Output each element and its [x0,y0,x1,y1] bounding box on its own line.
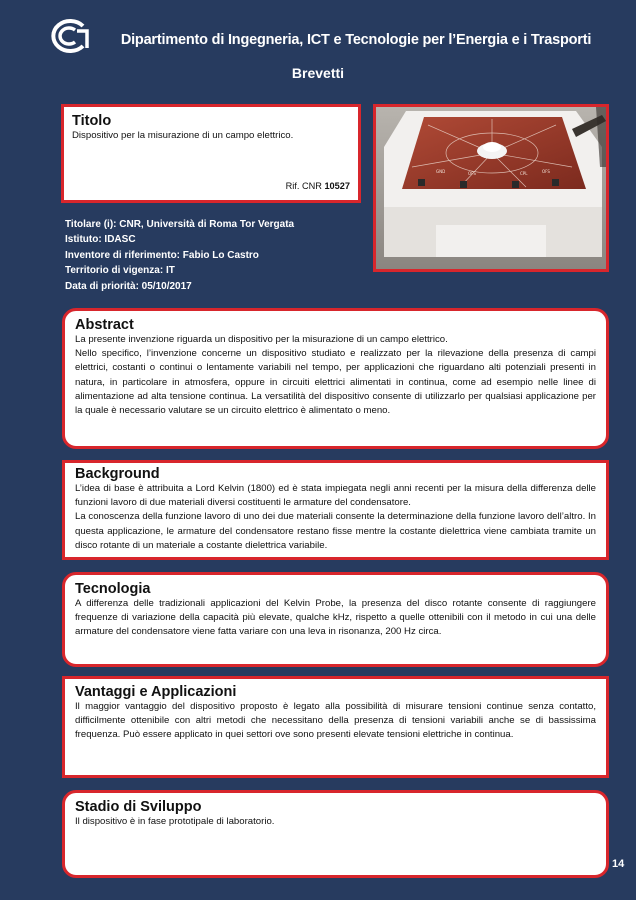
info-titolare: Titolare (i): CNR, Università di Roma Tor Vergata [65,219,295,230]
vantaggi-heading: Vantaggi e Applicazioni [75,684,237,700]
abstract-paragraph-2: Nello specifico, l’invenzione concerne un dispositivo studiato e realizzato per la rilevazione della presenza di campi elettrici, costanti o continui o lentamente variabili nel tempo, per applicazioni che riguardano alti potenziali presenti in natura, in particolare in atmosfera, oppure in circuiti elettrici alimentati in continua, come ad esempio nelle linee di alimentazione ad alta tensione continua. La versatilità del dispositivo consente di utilizzarlo per qualsiasi applicazione per la quale è necessario valutare se un circuito elettrico è alimentato o meno. [75,348,596,417]
board-label-1: GND [436,169,446,174]
info-territorio: Territorio di vigenza: IT [65,265,175,277]
background-heading: Background [75,466,160,482]
background-paragraph-1: L’idea di base è attribuita a Lord Kelvin (1800) ed è stata impiegata negli anni recenti per la misura della differenza delle funzioni lavoro di due materiali diversi costituenti le armature del condensatore. [75,483,596,509]
titolo-heading: Titolo [72,113,112,129]
info-inventore: Inventore di riferimento: Fabio Lo Castro [65,249,259,261]
tecnologia-box [62,572,609,667]
patent-info [65,217,294,294]
board-label-3: CPL [520,171,528,176]
background-paragraph-2: La conoscenza della funzione lavoro di uno dei due materiali consente la determinazione della funzione lavoro dell’altro. In questa applicazione, le armature del condensatore restano fisse mentre la costante dielettrica viene cambiata tramite un disco rotante di un materiale a costante dielettrica variabile. [75,511,596,551]
vantaggi-box [62,676,609,778]
stadio-heading: Stadio di Sviluppo [75,799,202,815]
device-photo [373,104,609,272]
rif-cnr [286,181,350,191]
board-label-2: OFS [468,171,476,176]
abstract-heading: Abstract [75,317,134,333]
abstract-box [62,308,609,449]
abstract-paragraph-1: La presente invenzione riguarda un dispositivo per la misurazione di un campo elettrico. [75,334,448,345]
vantaggi-paragraph-1: Il maggior vantaggio del dispositivo proposto è legato alla possibilità di misurare tensioni continue senza contatto, difficilmente ottenibile con altri metodi che necessitano della presenza di tensioni variabili anche se di bassissima frequenza. Può essere applicato in quei settori ove sono presenti elevate tensioni elettriche in continua. [75,701,596,741]
rif-label: Rif. CNR [285,181,322,191]
tecnologia-heading: Tecnologia [75,581,151,597]
titolo-box [61,104,361,203]
section-title: Brevetti [291,65,345,81]
info-data-priorita: Data di priorità: 05/10/2017 [65,280,192,292]
stadio-box [62,790,609,878]
info-istituto: Istituto: IDASC [65,234,136,246]
board-label-4: OFS [542,169,550,174]
tecnologia-paragraph-1: A differenza delle tradizionali applicazioni del Kelvin Probe, la presenza del disco rotante consente di raggiungere frequenze di variazione della capacità più elevate, qualche kHz, rispetto a quelle ottenibili con il metodo in cui una delle armature del condensatore viene fatta variare con una leva in risonanza, 200 Hz circa. [75,598,596,638]
rif-number: 10527 [324,181,350,191]
titolo-text: Dispositivo per la misurazione di un campo elettrico. [72,130,294,141]
department-title: Dipartimento di Ingegneria, ICT e Tecnologie per l’Energia e i Trasporti [120,32,592,48]
page-number: 14 [612,858,625,870]
device-illustration [376,107,606,269]
background-box [62,460,609,560]
stadio-paragraph-1: Il dispositivo è in fase prototipale di laboratorio. [75,816,275,827]
cnr-logo-icon [47,18,89,54]
